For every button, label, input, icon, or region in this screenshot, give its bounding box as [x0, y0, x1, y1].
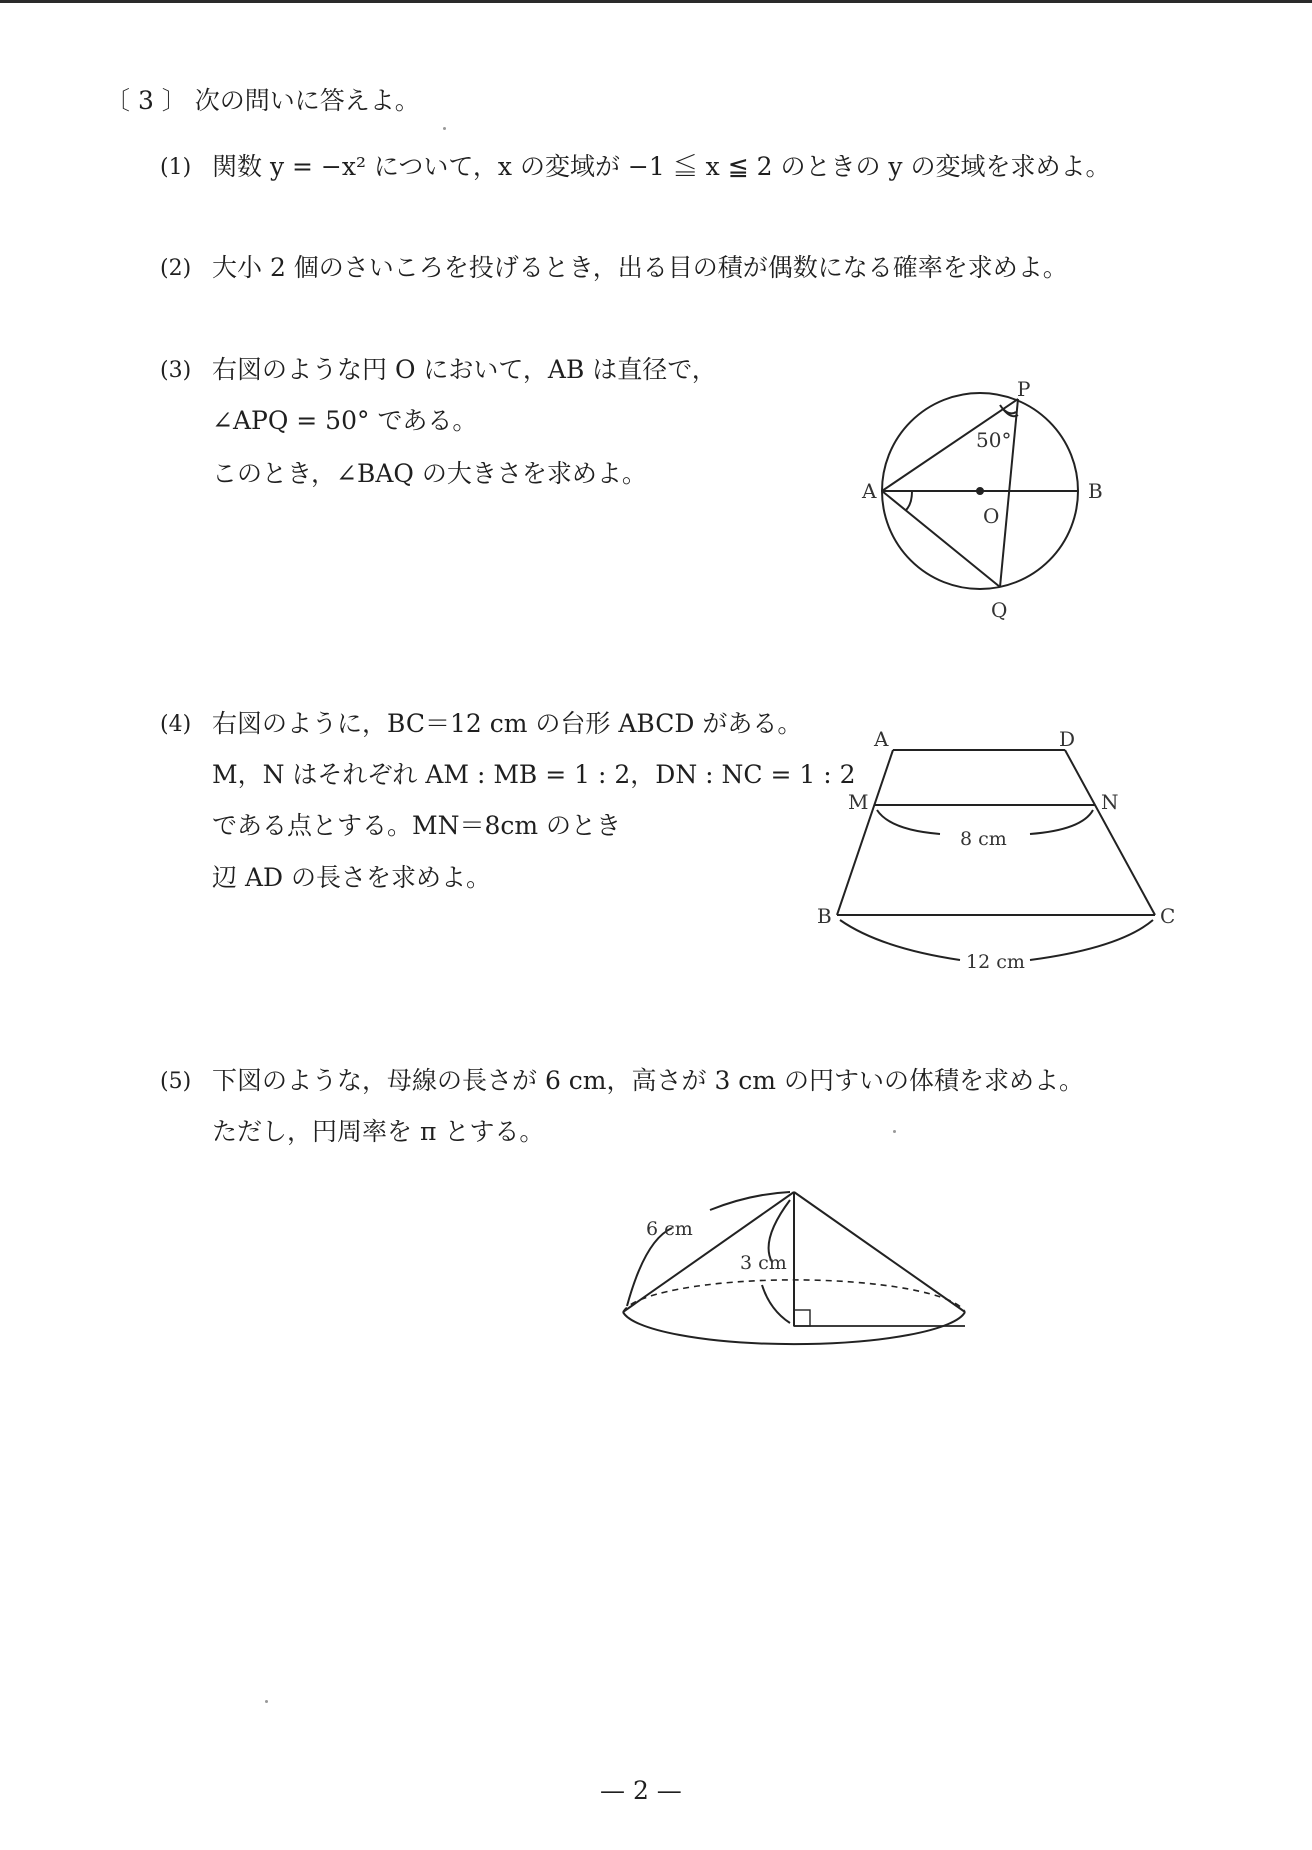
angle-arc-a [906, 491, 912, 510]
label-bc-length: 12 cm [966, 951, 1025, 973]
label-p: P [1017, 377, 1031, 401]
q2-number: (2) [160, 256, 192, 281]
q4-line-2: M，N はそれぞれ AM : MB = 1 : 2，DN : NC = 1 : 2 [212, 760, 856, 789]
label-b: B [1088, 479, 1103, 503]
label-q: Q [991, 598, 1008, 622]
cone-figure [610, 1180, 980, 1370]
label-height-3cm: 3 cm [740, 1252, 787, 1274]
scan-speck [265, 1700, 268, 1703]
label-trap-b: B [817, 904, 832, 928]
brace-mn-right [1030, 810, 1093, 834]
scan-speck [893, 1130, 896, 1133]
q3-number: (3) [160, 358, 192, 383]
q1-number: (1) [160, 155, 192, 180]
q4-line-1: 右図のように，BC＝12 cm の台形 ABCD がある。 [212, 709, 803, 738]
circle-figure [850, 370, 1100, 640]
cone-slant-right [794, 1192, 965, 1312]
q3-line-1: 右図のような円 O において，AB は直径で， [212, 355, 717, 384]
side-dc [1065, 750, 1155, 915]
side-ab [837, 750, 893, 915]
label-trap-n: N [1101, 790, 1119, 814]
q3-line-2: ∠APQ = 50° である。 [212, 406, 478, 435]
section-header: 〔 3 〕 次の問いに答えよ。 [105, 86, 420, 115]
brace-bc-right [1030, 920, 1153, 960]
angle-arc-p-2 [1000, 405, 1018, 416]
brace-bc-left [840, 920, 960, 960]
label-slant-6cm: 6 cm [646, 1218, 693, 1240]
top-border-line [0, 0, 1312, 3]
label-trap-m: M [848, 790, 869, 814]
trapezoid-figure [820, 720, 1200, 980]
q3-line-3: このとき，∠BAQ の大きさを求めよ。 [212, 459, 647, 488]
slant-brace-upper [710, 1192, 790, 1210]
label-trap-d: D [1059, 727, 1076, 751]
q5-number: (5) [160, 1069, 192, 1094]
label-angle-50: 50° [976, 428, 1012, 452]
label-mn-length: 8 cm [960, 828, 1007, 850]
label-trap-a: A [874, 727, 889, 751]
scan-speck [443, 127, 446, 130]
page-number: — 2 — [600, 1776, 682, 1805]
height-brace-lower [762, 1285, 790, 1323]
center-point-o [977, 488, 983, 494]
right-angle-mark [794, 1310, 810, 1326]
q5-line-1: 下図のような，母線の長さが 6 cm，高さが 3 cm の円すいの体積を求めよ。 [212, 1066, 1084, 1095]
label-trap-c: C [1160, 904, 1176, 928]
q1-text: 関数 y = −x² について，x の変域が −1 ≦ x ≦ 2 のときの y の変域を求めよ。 [212, 152, 1111, 181]
label-a: A [862, 479, 877, 503]
q4-line-4: 辺 AD の長さを求めよ。 [212, 863, 491, 892]
q5-line-2: ただし，円周率を π とする。 [212, 1117, 545, 1146]
q4-number: (4) [160, 712, 192, 737]
q4-line-3: である点とする。MN＝8cm のとき [212, 811, 622, 840]
q2-text: 大小 2 個のさいころを投げるとき，出る目の積が偶数になる確率を求めよ。 [212, 253, 1068, 282]
brace-mn-left [877, 810, 940, 834]
label-o: O [983, 504, 1000, 528]
